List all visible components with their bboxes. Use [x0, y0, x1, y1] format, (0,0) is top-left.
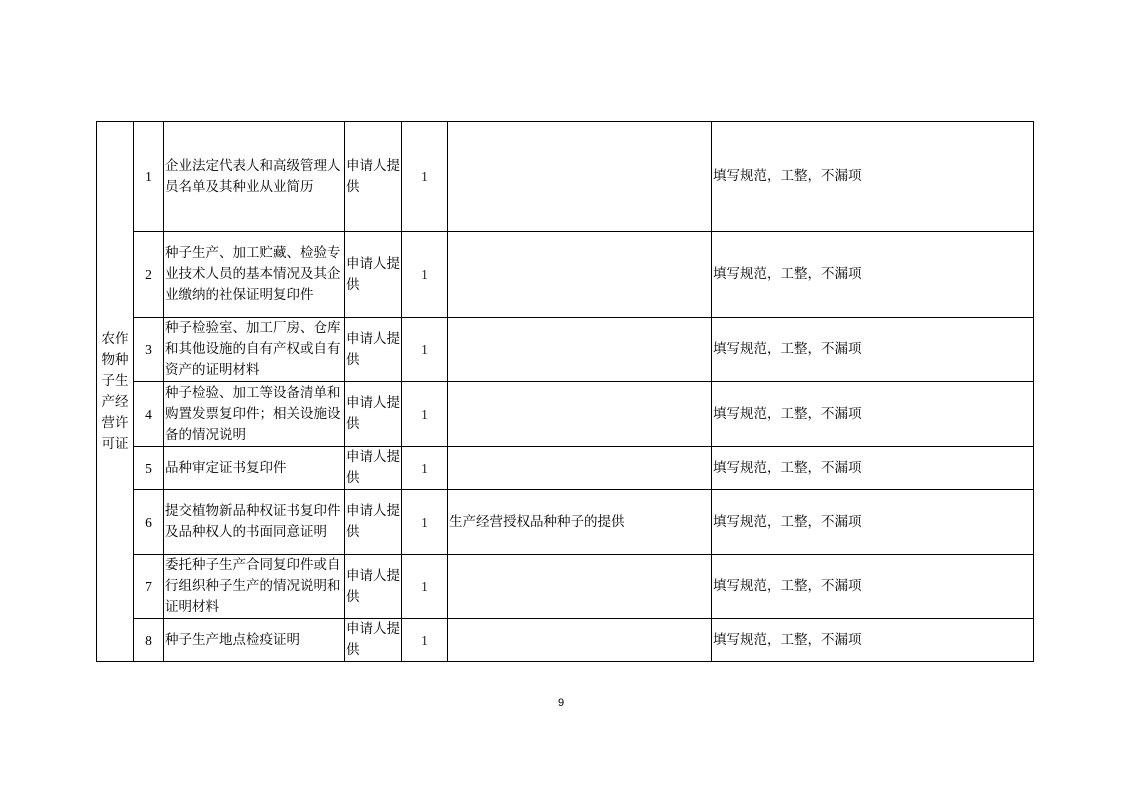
material-requirement: 填写规范，工整，不漏项: [712, 555, 1034, 619]
material-name: 种子检验室、加工厂房、仓库和其他设施的自有产权或自有资产的证明材料: [164, 318, 345, 382]
material-source: 申请人提供: [345, 555, 402, 619]
table-row: [97, 555, 1034, 619]
material-requirement: 填写规范，工整，不漏项: [712, 490, 1034, 555]
copy-count: 1: [402, 122, 448, 232]
material-source: 申请人提供: [345, 447, 402, 490]
page-number: 9: [557, 697, 565, 709]
copy-count: 1: [402, 447, 448, 490]
materials-table: [96, 121, 1034, 662]
material-source: 申请人提供: [345, 490, 402, 555]
material-requirement: 填写规范，工整，不漏项: [712, 232, 1034, 318]
row-number: 3: [134, 318, 164, 382]
material-note: [448, 232, 712, 318]
copy-count: 1: [402, 382, 448, 447]
row-number: 2: [134, 232, 164, 318]
material-note: [448, 619, 712, 662]
material-name: 品种审定证书复印件: [164, 447, 345, 490]
material-note: [448, 318, 712, 382]
material-requirement: 填写规范，工整，不漏项: [712, 122, 1034, 232]
material-name: 种子生产地点检疫证明: [164, 619, 345, 662]
material-name: 提交植物新品种权证书复印件及品种权人的书面同意证明: [164, 490, 345, 555]
copy-count: 1: [402, 490, 448, 555]
copy-count: 1: [402, 232, 448, 318]
table-row: [97, 382, 1034, 447]
material-requirement: 填写规范，工整，不漏项: [712, 382, 1034, 447]
row-number: 7: [134, 555, 164, 619]
material-name: 种子生产、加工贮藏、检验专业技术人员的基本情况及其企业缴纳的社保证明复印件: [164, 232, 345, 318]
material-note: [448, 122, 712, 232]
table-row: [97, 122, 1034, 232]
material-requirement: 填写规范，工整，不漏项: [712, 619, 1034, 662]
row-number: 1: [134, 122, 164, 232]
copy-count: 1: [402, 619, 448, 662]
material-source: 申请人提供: [345, 382, 402, 447]
material-source: 申请人提供: [345, 619, 402, 662]
row-number: 8: [134, 619, 164, 662]
material-requirement: 填写规范，工整，不漏项: [712, 447, 1034, 490]
material-requirement: 填写规范，工整，不漏项: [712, 318, 1034, 382]
material-source: 申请人提供: [345, 122, 402, 232]
material-source: 申请人提供: [345, 232, 402, 318]
copy-count: 1: [402, 318, 448, 382]
table-row: [97, 232, 1034, 318]
table-row: [97, 318, 1034, 382]
table-row: [97, 447, 1034, 490]
material-name: 种子检验、加工等设备清单和购置发票复印件；相关设施设备的情况说明: [164, 382, 345, 447]
table-row: [97, 490, 1034, 555]
material-note: [448, 382, 712, 447]
category-cell: 农作物种子生产经营许可证: [97, 122, 134, 662]
material-note: [448, 447, 712, 490]
table-row: [97, 619, 1034, 662]
material-name: 企业法定代表人和高级管理人员名单及其种业从业简历: [164, 122, 345, 232]
row-number: 4: [134, 382, 164, 447]
material-source: 申请人提供: [345, 318, 402, 382]
row-number: 6: [134, 490, 164, 555]
material-note: [448, 555, 712, 619]
row-number: 5: [134, 447, 164, 490]
copy-count: 1: [402, 555, 448, 619]
material-name: 委托种子生产合同复印件或自行组织种子生产的情况说明和证明材料: [164, 555, 345, 619]
material-note: 生产经营授权品种种子的提供: [448, 490, 712, 555]
